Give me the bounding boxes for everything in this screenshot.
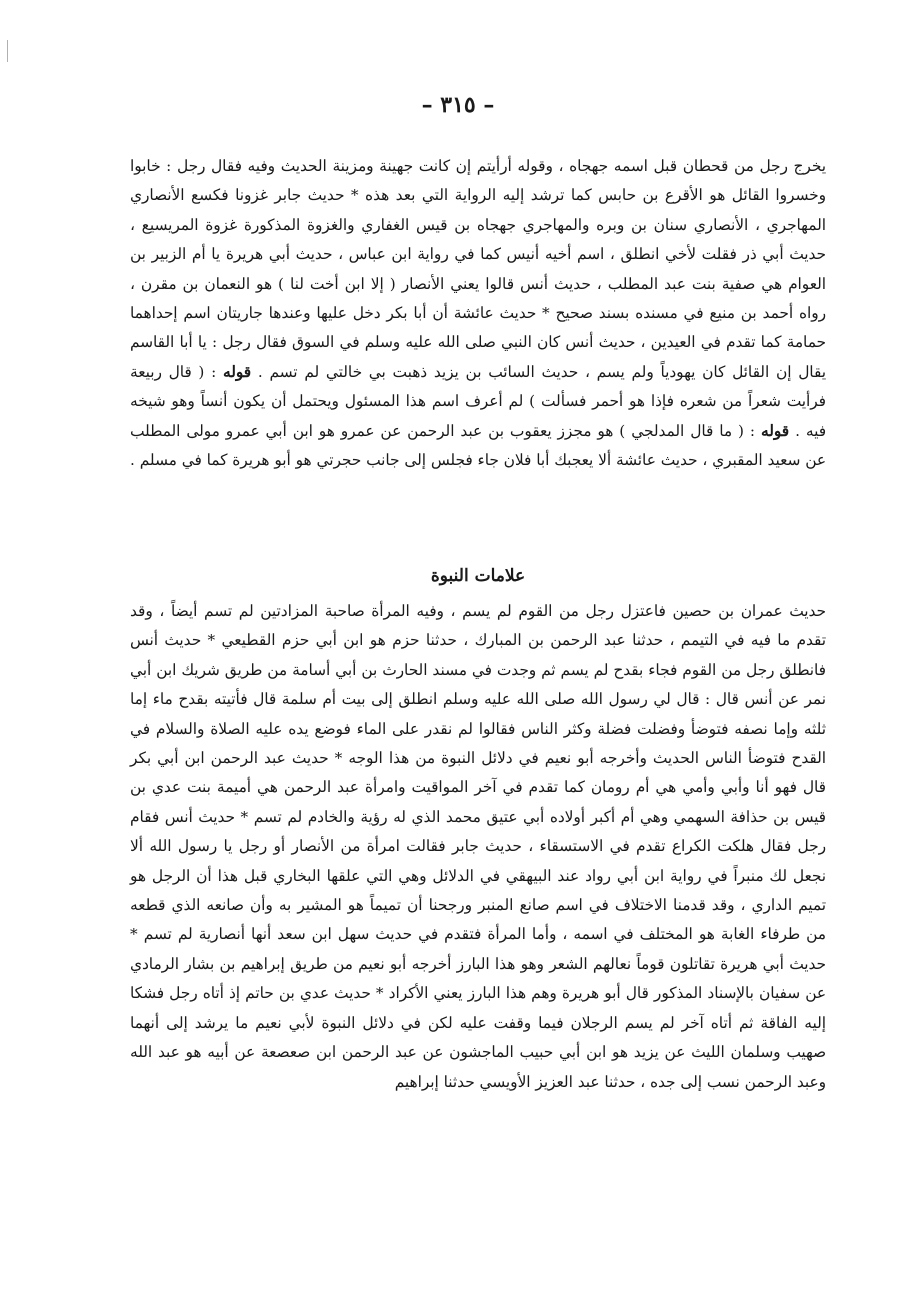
keyword-qawluh: قوله	[761, 421, 790, 440]
text-block-commentary	[130, 152, 826, 475]
paragraph-text: : ( قال ربيعة فرأيت شعراً من شعره فإذا هو أحمر فسألت ) لم أعرف اسم هذا المسئول ويحتمل أن يكون أنساً وهو شيخه فيه .	[130, 362, 827, 440]
paragraph-text: يخرج رجل من قحطان قبل اسمه جهجاه ، وقوله أرأيتم إن كانت جهينة ومزينة الحديث وفيه فقال رجل : خابوا وخسروا القائل هو الأقرع بن حابس كما ترشد إليه الرواية التي بعد هذه * حديث جابر غزونا فكسع الأنصاري المهاجري ، الأنصاري سنان بن وبره والمهاجري جهجاه بن قيس الغفاري والغزوة المذكورة غزوة المريسيع ، حديث أبي ذر فقلت لأخي انطلق ، اسم أخيه أنيس كما في رواية ابن عباس ، حديث أبي هريرة يا أم الزبير بن العوام هي صفية بنت عبد المطلب ، حديث أنس قالوا يعني الأنصار ( إلا ابن أخت لنا ) هو النعمان بن مقرن ، رواه أحمد بن منيع في مسنده بسند صحيح * حديث عائشة أن أبا بكر دخل عليها وعندها جاريتان اسم إحداهما حمامة كما تقدم في العيدين ، حديث أنس كان النبي صلى الله عليه وسلم في السوق فقال رجل : يا أبا القاسم يقال إن القائل كان يهودياً ولم يسم ، حديث السائب بن يزيد ذهبت بي خالتي لم تسم .	[130, 157, 826, 381]
section-heading: علامات النبوة	[430, 566, 526, 586]
keyword-qawluh: قوله	[223, 362, 252, 381]
paragraph-text: : ( ما قال المدلجي ) هو مجزز يعقوب بن عبد الرحمن عن عمرو هو ابن أبي عمرو مولى المطلب عن سعيد المقبري ، حديث عائشة ألا يعجبك أبا فلان جاء فجلس إلى جانب حجرتي هو أبو هريرة كما في مسلم .	[130, 421, 826, 470]
scan-edge-mark	[7, 40, 8, 62]
text-block-signs-of-prophethood	[130, 597, 826, 1097]
paragraph-text: حديث عمران بن حصين فاعتزل رجل من القوم لم يسم ، وفيه المرأة صاحبة المزادتين لم تسم أيضاً ، وقد تقدم ما فيه في التيمم ، حدثنا عبد الرحمن بن المبارك ، حدثنا حزم هو ابن أبي حزم القطيعي * حديث أنس فانطلق رجل من القوم فجاء بقدح لم يسم ثم وجدت في مسند الحارث بن أبي أسامة من طريق شريك ابن أبي نمر عن أنس قال : قال لي رسول الله صلى الله عليه وسلم انطلق إلى بيت أم سلمة قال فأتيته بقدح ماء إما ثلثه وإما نصفه فتوضأ وفضلت فضلة وكثر الناس فقالوا لم نقدر على الماء فوضع يده عليه الصلاة والسلام في القدح فتوضأ الناس الحديث وأخرجه أبو نعيم في دلائل النبوة من هذا الوجه * حديث عبد الرحمن ابن أبي بكر قال فهو أنا وأبي وأمي هي أم رومان كما تقدم في آخر المواقيت وامرأة عبد الرحمن هي أميمة بنت عدي بن قيس بن حذافة السهمي وهي أم أكبر أولاده أبي عتيق محمد الذي له رؤية والخادم لم تسم * حديث أنس فقام رجل فقال هلكت الكراع تقدم في الاستسقاء ، حديث جابر فقالت امرأة من الأنصار أو رجل يا رسول الله ألا نجعل لك منبراً في رواية ابن أبي رواد عند البيهقي في الدلائل وهي التي علقها البخاري قبل هذا أن الرجل هو تميم الداري ، وقد قدمنا الاختلاف في اسم صانع المنبر ورجحنا أن تميماً هو المشير به وأن صانعه الذي قطعه من طرفاء الغابة هو المختلف في اسمه ، وأما المرأة فتقدم في حديث سهل ابن سعد أنها أنصارية لم تسم * حديث أبي هريرة تقاتلون قوماً نعالهم الشعر وهو هذا البارز أخرجه أبو نعيم من طريق إبراهيم بن بشار الرمادي عن سفيان بالإسناد المذكور قال أبو هريرة وهم هذا البارز يعني الأكراد * حديث عدي بن حاتم إذ أتاه رجل فشكا إليه الفاقة ثم أتاه آخر لم يسم الرجلان فيما وقفت عليه لكن في دلائل النبوة لأبي نعيم ما يرشد إلى أنهما صهيب وسلمان الليث عن يزيد هو ابن أبي حبيب الماجشون عن عبد الرحمن ابن صعصعة عن أبيه هو عبد الله وعبد الرحمن نسب إلى جده ، حدثنا عبد العزيز الأويسي حدثنا إبراهيم	[130, 602, 826, 1091]
page-number: – ٣١٥ –	[421, 92, 495, 118]
